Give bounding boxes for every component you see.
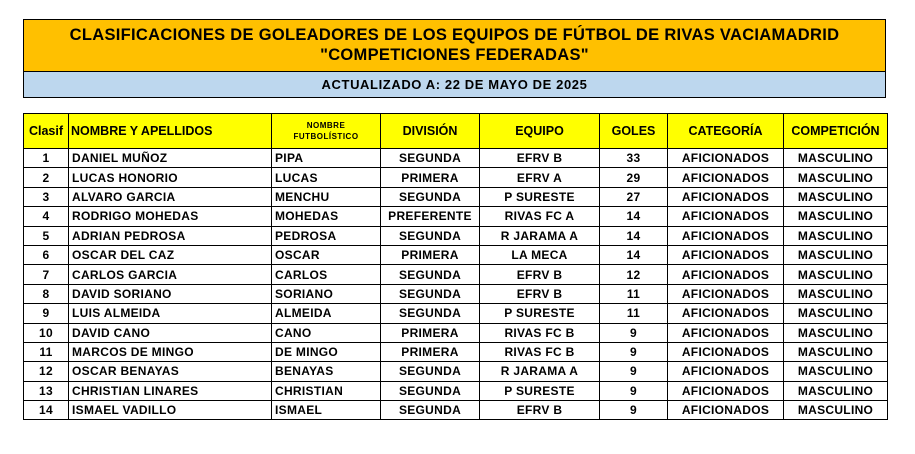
- cell-player-name: LUIS ALMEIDA: [69, 304, 272, 323]
- cell-nickname: ISMAEL: [272, 401, 381, 420]
- report-title-line2: "COMPETICIONES FEDERADAS": [320, 46, 589, 64]
- cell-competition: MASCULINO: [784, 207, 888, 226]
- cell-player-name: RODRIGO MOHEDAS: [69, 207, 272, 226]
- cell-goals: 11: [600, 284, 668, 303]
- cell-position: 12: [24, 362, 69, 381]
- cell-nickname: CARLOS: [272, 265, 381, 284]
- col-header-nickname-line2: FUTBOLÍSTICO: [293, 132, 359, 141]
- cell-team: EFRV B: [480, 149, 600, 168]
- col-header-category: CATEGORÍA: [668, 114, 784, 149]
- cell-nickname: MOHEDAS: [272, 207, 381, 226]
- cell-position: 5: [24, 226, 69, 245]
- table-row: [24, 342, 888, 361]
- cell-position: 3: [24, 187, 69, 206]
- col-header-nickname: [272, 114, 381, 149]
- cell-position: 2: [24, 168, 69, 187]
- cell-player-name: DAVID SORIANO: [69, 284, 272, 303]
- cell-competition: MASCULINO: [784, 226, 888, 245]
- cell-division: SEGUNDA: [381, 284, 480, 303]
- cell-division: PRIMERA: [381, 342, 480, 361]
- cell-division: SEGUNDA: [381, 149, 480, 168]
- cell-goals: 9: [600, 381, 668, 400]
- cell-team: P SURESTE: [480, 381, 600, 400]
- cell-goals: 27: [600, 187, 668, 206]
- table-row: [24, 304, 888, 323]
- cell-category: AFICIONADOS: [668, 265, 784, 284]
- cell-player-name: DANIEL MUÑOZ: [69, 149, 272, 168]
- updated-date: ACTUALIZADO A: 22 DE MAYO DE 2025: [24, 71, 885, 97]
- cell-team: P SURESTE: [480, 304, 600, 323]
- cell-category: AFICIONADOS: [668, 304, 784, 323]
- cell-goals: 12: [600, 265, 668, 284]
- cell-division: PRIMERA: [381, 245, 480, 264]
- cell-position: 4: [24, 207, 69, 226]
- table-row: [24, 207, 888, 226]
- table-row: [24, 168, 888, 187]
- cell-player-name: OSCAR BENAYAS: [69, 362, 272, 381]
- cell-category: AFICIONADOS: [668, 187, 784, 206]
- table-body: [24, 149, 888, 420]
- cell-goals: 9: [600, 401, 668, 420]
- cell-competition: MASCULINO: [784, 245, 888, 264]
- cell-team: P SURESTE: [480, 187, 600, 206]
- cell-division: SEGUNDA: [381, 381, 480, 400]
- table-row: [24, 265, 888, 284]
- scorers-table: [23, 113, 888, 420]
- table-row: [24, 381, 888, 400]
- cell-competition: MASCULINO: [784, 304, 888, 323]
- cell-position: 10: [24, 323, 69, 342]
- cell-team: RIVAS FC B: [480, 342, 600, 361]
- cell-division: PREFERENTE: [381, 207, 480, 226]
- cell-player-name: MARCOS DE MINGO: [69, 342, 272, 361]
- cell-nickname: DE MINGO: [272, 342, 381, 361]
- cell-team: EFRV B: [480, 265, 600, 284]
- cell-competition: MASCULINO: [784, 149, 888, 168]
- cell-competition: MASCULINO: [784, 401, 888, 420]
- cell-nickname: SORIANO: [272, 284, 381, 303]
- cell-division: SEGUNDA: [381, 187, 480, 206]
- cell-position: 9: [24, 304, 69, 323]
- table-row: [24, 323, 888, 342]
- cell-team: RIVAS FC A: [480, 207, 600, 226]
- cell-position: 14: [24, 401, 69, 420]
- cell-category: AFICIONADOS: [668, 381, 784, 400]
- cell-team: R JARAMA A: [480, 362, 600, 381]
- table-row: [24, 149, 888, 168]
- cell-team: R JARAMA A: [480, 226, 600, 245]
- cell-player-name: ISMAEL VADILLO: [69, 401, 272, 420]
- cell-goals: 9: [600, 362, 668, 381]
- cell-player-name: OSCAR DEL CAZ: [69, 245, 272, 264]
- col-header-name: NOMBRE Y APELLIDOS: [69, 114, 272, 149]
- cell-goals: 29: [600, 168, 668, 187]
- cell-team: RIVAS FC B: [480, 323, 600, 342]
- cell-position: 13: [24, 381, 69, 400]
- cell-nickname: BENAYAS: [272, 362, 381, 381]
- cell-team: EFRV B: [480, 401, 600, 420]
- col-header-competition: COMPETICIÓN: [784, 114, 888, 149]
- col-header-nickname-line1: NOMBRE: [306, 121, 346, 130]
- cell-division: SEGUNDA: [381, 362, 480, 381]
- cell-goals: 9: [600, 323, 668, 342]
- table-header-row: [24, 114, 888, 149]
- cell-goals: 9: [600, 342, 668, 361]
- cell-player-name: ALVARO GARCIA: [69, 187, 272, 206]
- cell-category: AFICIONADOS: [668, 226, 784, 245]
- col-header-division: DIVISIÓN: [381, 114, 480, 149]
- cell-goals: 14: [600, 207, 668, 226]
- cell-nickname: CANO: [272, 323, 381, 342]
- cell-player-name: DAVID CANO: [69, 323, 272, 342]
- cell-division: PRIMERA: [381, 168, 480, 187]
- col-header-clasif: Clasif: [24, 114, 69, 149]
- cell-goals: 14: [600, 245, 668, 264]
- cell-division: SEGUNDA: [381, 226, 480, 245]
- cell-position: 11: [24, 342, 69, 361]
- cell-team: LA MECA: [480, 245, 600, 264]
- col-header-goals: GOLES: [600, 114, 668, 149]
- cell-category: AFICIONADOS: [668, 207, 784, 226]
- report-title-line1: CLASIFICACIONES DE GOLEADORES DE LOS EQUIPOS DE FÚTBOL DE RIVAS VACIAMADRID: [69, 26, 840, 44]
- cell-nickname: LUCAS: [272, 168, 381, 187]
- table-row: [24, 284, 888, 303]
- cell-category: AFICIONADOS: [668, 362, 784, 381]
- cell-position: 8: [24, 284, 69, 303]
- cell-team: EFRV B: [480, 284, 600, 303]
- table-row: [24, 362, 888, 381]
- col-header-team: EQUIPO: [480, 114, 600, 149]
- cell-division: SEGUNDA: [381, 265, 480, 284]
- cell-position: 6: [24, 245, 69, 264]
- cell-division: SEGUNDA: [381, 304, 480, 323]
- cell-category: AFICIONADOS: [668, 284, 784, 303]
- cell-player-name: CARLOS GARCIA: [69, 265, 272, 284]
- report-header: [23, 19, 886, 98]
- table-row: [24, 187, 888, 206]
- cell-competition: MASCULINO: [784, 362, 888, 381]
- cell-category: AFICIONADOS: [668, 168, 784, 187]
- cell-competition: MASCULINO: [784, 168, 888, 187]
- cell-goals: 33: [600, 149, 668, 168]
- cell-nickname: MENCHU: [272, 187, 381, 206]
- cell-competition: MASCULINO: [784, 342, 888, 361]
- cell-category: AFICIONADOS: [668, 245, 784, 264]
- cell-player-name: LUCAS HONORIO: [69, 168, 272, 187]
- cell-nickname: OSCAR: [272, 245, 381, 264]
- cell-category: AFICIONADOS: [668, 342, 784, 361]
- cell-goals: 14: [600, 226, 668, 245]
- cell-position: 1: [24, 149, 69, 168]
- cell-team: EFRV A: [480, 168, 600, 187]
- cell-competition: MASCULINO: [784, 381, 888, 400]
- cell-competition: MASCULINO: [784, 187, 888, 206]
- cell-nickname: PIPA: [272, 149, 381, 168]
- table-row: [24, 245, 888, 264]
- cell-player-name: CHRISTIAN LINARES: [69, 381, 272, 400]
- cell-category: AFICIONADOS: [668, 401, 784, 420]
- cell-division: SEGUNDA: [381, 401, 480, 420]
- report-title: [24, 20, 885, 71]
- cell-goals: 11: [600, 304, 668, 323]
- cell-nickname: ALMEIDA: [272, 304, 381, 323]
- cell-player-name: ADRIAN PEDROSA: [69, 226, 272, 245]
- cell-competition: MASCULINO: [784, 323, 888, 342]
- cell-competition: MASCULINO: [784, 284, 888, 303]
- table-row: [24, 226, 888, 245]
- cell-nickname: PEDROSA: [272, 226, 381, 245]
- cell-nickname: CHRISTIAN: [272, 381, 381, 400]
- cell-category: AFICIONADOS: [668, 149, 784, 168]
- cell-category: AFICIONADOS: [668, 323, 784, 342]
- cell-position: 7: [24, 265, 69, 284]
- cell-division: PRIMERA: [381, 323, 480, 342]
- cell-competition: MASCULINO: [784, 265, 888, 284]
- table-row: [24, 401, 888, 420]
